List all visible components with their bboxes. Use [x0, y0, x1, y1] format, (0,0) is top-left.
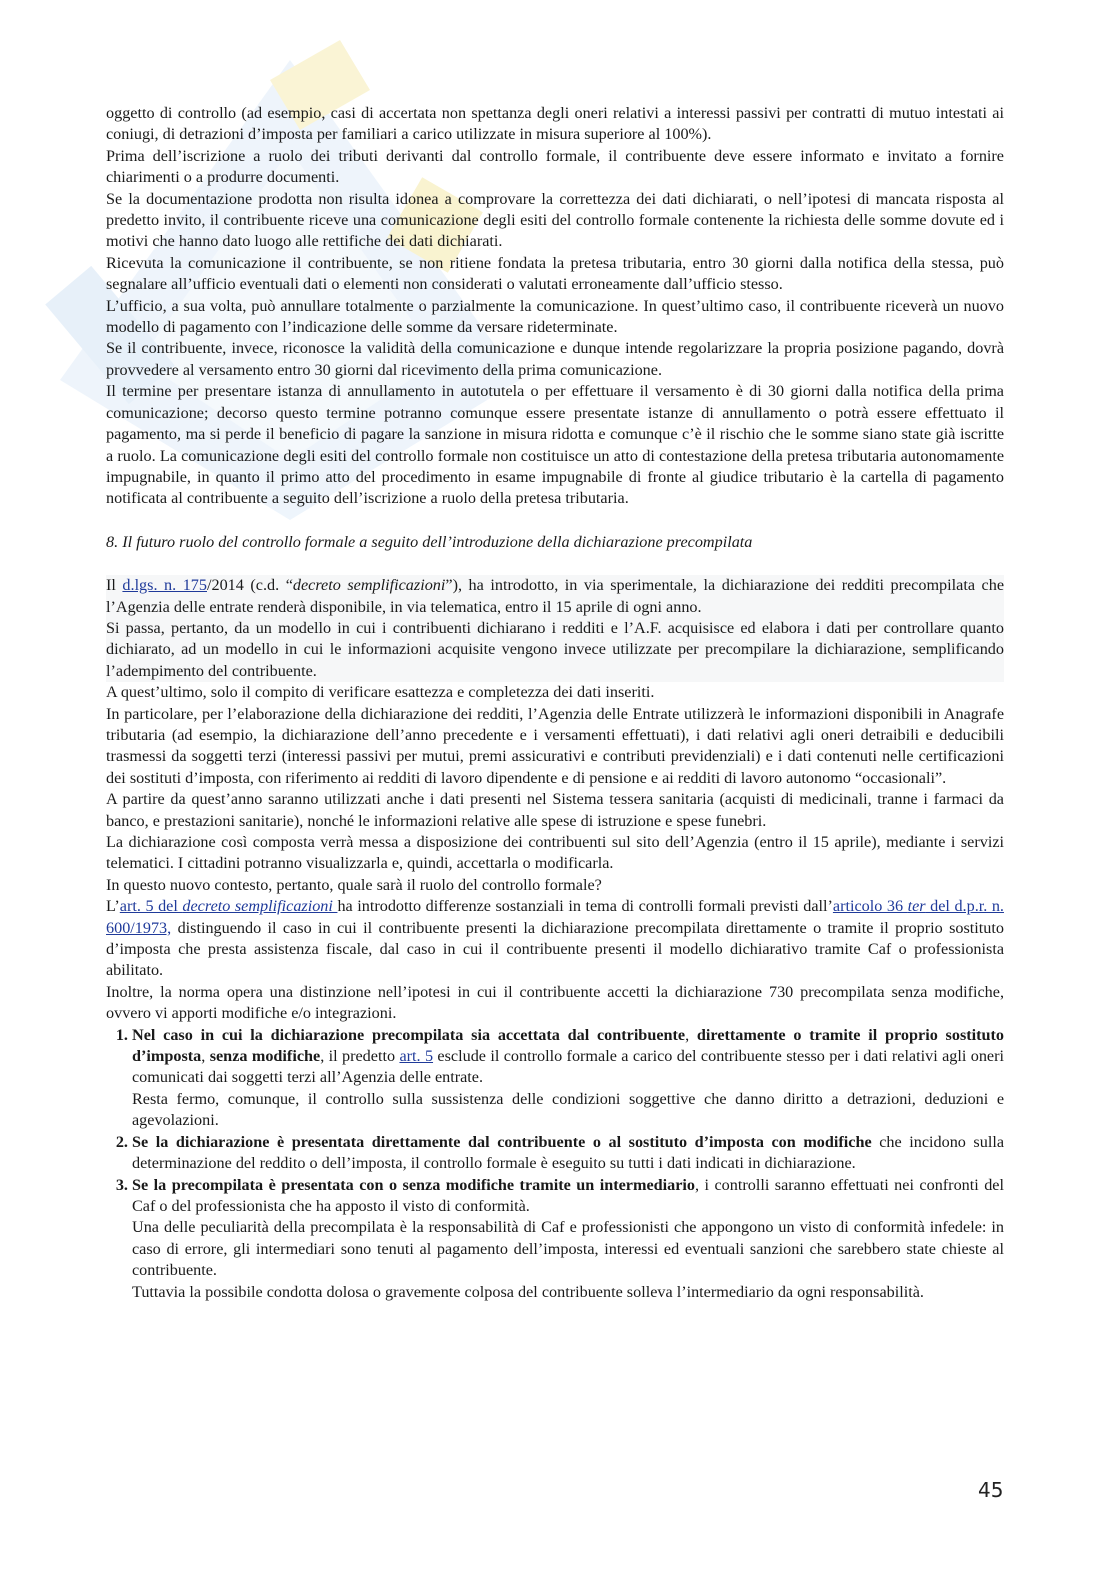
- text-span: Il: [106, 576, 123, 595]
- list-item-text: [132, 1025, 1004, 1089]
- text-span: ,: [201, 1047, 210, 1066]
- bold-span: senza modifiche: [209, 1047, 321, 1066]
- numbered-list: [106, 1025, 1004, 1303]
- text-span: distinguendo il caso in cui il contribuente presenti la dichiarazione precompilata direttamente o tramite il proprio sostituto d’imposta che presta assistenza fiscale, dal caso in cui il contribuente presenti il modello dichiarativo tramite Caf o professionista abilitato.: [106, 918, 1004, 980]
- paragraph: Il termine per presentare istanza di annullamento in autotutela o per effettuare il versamento è di 30 giorni dalla notifica della prima comunicazione; decorso questo termine potranno comunque essere presentate istanze di annullamento o potrà essere effettuato il pagamento, ma si perde il beneficio di pagare la sanzione in misura ridotta e comunque c’è il rischio che le somme siano state già iscritte a ruolo. La comunicazione degli esiti del controllo formale non costituisce un atto di contestazione della pretesa tributaria autonomamente impugnabile, in quanto il primo atto del procedimento in esame impugnabile di fronte al giudice tributario è la cartella di pagamento notificata al contribuente a seguito dell’iscrizione a ruolo della pretesa tributaria.: [106, 382, 1004, 508]
- bold-span: Se la dichiarazione è presentata direttamente dal contribuente o al sostituto d’imposta con modifiche: [132, 1132, 872, 1151]
- paragraph: A partire da quest’anno saranno utilizzati anche i dati presenti nel Sistema tessera sanitaria (acquisti di medicinali, tranne i farmaci da banco, e prestazioni sanitarie), nonché le informazioni relative alle spese di istruzione e spese funebri.: [106, 790, 1004, 830]
- text-span: /2014 (c.d. “: [207, 576, 293, 595]
- text-span: L’: [106, 897, 120, 916]
- paragraph: A quest’ultimo, solo il compito di verificare esattezza e completezza dei dati inseriti.: [106, 683, 655, 702]
- list-item: [132, 1175, 1004, 1303]
- italic-span: decreto semplificazioni: [292, 576, 446, 595]
- bold-span: direttamente o tramite il proprio sostituto d’imposta: [132, 1025, 1005, 1066]
- list-item: [132, 1132, 1004, 1175]
- link-text-italic: ter: [907, 897, 926, 916]
- text-span: che incidono sulla determinazione del reddito o dell’imposta, il controllo formale è eseguito su tutti i dati indicati in dichiarazione.: [132, 1132, 1005, 1173]
- paragraph: Se il contribuente, invece, riconosce la validità della comunicazione e dunque intende regolarizzare la propria posizione pagando, dovrà provvedere al versamento entro 30 giorni dal ricevimento della prima comunicazione.: [106, 339, 1004, 379]
- list-item-text: [132, 1132, 1004, 1175]
- link-text-italic: decreto semplificazioni: [182, 897, 338, 916]
- link-text: art. 5 del: [119, 897, 183, 916]
- bold-span: Se la precompilata è presentata con o senza modifiche tramite un intermediario: [132, 1175, 696, 1194]
- list-item: [132, 1025, 1004, 1132]
- paragraph: L’ufficio, a sua volta, può annullare totalmente o parzialmente la comunicazione. In quest’ultimo caso, il contribuente riceverà un nuovo modello di pagamento con l’indicazione delle somme da versare rideterminate.: [106, 296, 1004, 337]
- art-5-decreto-link[interactable]: [120, 897, 338, 915]
- paragraph: Prima dell’iscrizione a ruolo dei tributi derivanti dal controllo formale, il contribuente deve essere informato e invitato a fornire chiarimenti o a produrre documenti.: [106, 146, 1004, 187]
- text-span: , il predetto: [320, 1047, 400, 1066]
- list-item-text: Tuttavia la possibile condotta dolosa o gravemente colposa del contribuente solleva l’intermediario da ogni responsabilità.: [132, 1282, 924, 1301]
- paragraph: Si passa, pertanto, da un modello in cui i contribuenti dichiarano i redditi e l’A.F. acquisisce ed elabora i dati per controllare quanto dichiarato, ad un modello in cui le informazioni acquisite vengono invece utilizzate per precompilare la dichiarazione, semplificando l’adempimento del contribuente.: [106, 618, 1004, 680]
- shaded-block: [106, 575, 1004, 682]
- list-item-text: Resta fermo, comunque, il controllo sulla sussistenza delle condizioni soggettive che danno diritto a detrazioni, deduzioni e agevolazioni.: [132, 1089, 1004, 1130]
- link-text: articolo 36: [832, 897, 908, 916]
- paragraph: In questo nuovo contesto, pertanto, quale sarà il ruolo del controllo formale?: [106, 875, 602, 894]
- text-span: ”), ha introdotto, in via sperimentale, la dichiarazione dei redditi precompilata che l’Agenzia delle entrate renderà disponibile, in via telematica, entro il 15 aprile di ogni anno.: [106, 576, 1004, 616]
- paragraph: La dichiarazione così composta verrà messa a disposizione dei contribuenti sul sito dell’Agenzia (entro il 15 aprile), mediante i servizi telematici. I cittadini potranno visualizzarla e, quindi, accettarla o modificarla.: [106, 833, 1004, 873]
- text-span: ha introdotto differenze sostanziali in tema di controlli formali previsti dall’: [337, 897, 833, 916]
- text-span: esclude il controllo formale a carico del contribuente stesso per i dati relativi agli oneri comunicati dai soggetti terzi all’Agenzia delle entrate.: [132, 1047, 1005, 1087]
- art-paragraph: [106, 896, 1004, 982]
- text-span: ,: [685, 1025, 697, 1044]
- paragraph: oggetto di controllo (ad esempio, casi di accertata non spettanza degli oneri relativi a interessi passivi per contratti di mutuo intestati ai coniugi, di detrazioni d’imposta per familiari a carico utilizzate in misura superiore al 100%).: [106, 104, 1004, 144]
- paragraph: Ricevuta la comunicazione il contribuente, se non ritiene fondata la pretesa tributaria, entro 30 giorni dalla notifica della stessa, può segnalare all’ufficio eventuali dati o elementi non considerati o valutati erroneamente dall’ufficio stesso.: [106, 253, 1004, 294]
- art-5-link[interactable]: art. 5: [399, 1047, 434, 1066]
- bold-span: Nel caso in cui la dichiarazione precompilata sia accettata dal contribuente: [132, 1025, 686, 1044]
- page-number: 45: [978, 1478, 1004, 1502]
- document-page: [106, 103, 1004, 1303]
- list-item-text: [132, 1175, 1004, 1218]
- paragraph: Inoltre, la norma opera una distinzione nell’ipotesi in cui il contribuente accetti la dichiarazione 730 precompilata senza modifiche, ovvero vi apporti modifiche e/o integrazioni.: [106, 982, 1004, 1023]
- link-text: del d.p.r. n. 600/1973,: [106, 897, 1004, 937]
- text-span: , i controlli saranno effettuati nei confronti del Caf o del professionista che ha apposto il visto di conformità.: [132, 1175, 1004, 1215]
- list-item-text: Una delle peculiarità della precompilata è la responsabilità di Caf e professionisti che appongono un visto di conformità infedele: in caso di errore, gli intermediari sono tenuti al pagamento dell’imposta, interessi ed eventuali sanzioni che sarebbero state chieste al contribuente.: [132, 1218, 1004, 1280]
- intro-paragraph: [106, 575, 1004, 618]
- section-heading: 8. Il futuro ruolo del controllo formale a seguito dell’introduzione della dichiarazione precompilata: [106, 532, 753, 551]
- dlgs-175-link[interactable]: d.lgs. n. 175: [122, 576, 207, 595]
- paragraph: Se la documentazione prodotta non risulta idonea a comprovare la correttezza dei dati dichiarati, o nell’ipotesi di mancata risposta al predetto invito, il contribuente riceve una comunicazione degli esiti del controllo formale contenente la richiesta delle somme dovute ed i motivi che hanno dato luogo alle rettifiche dei dati dichiarati.: [106, 189, 1004, 251]
- paragraph: In particolare, per l’elaborazione della dichiarazione dei redditi, l’Agenzia delle Entrate utilizzerà le informazioni disponibili in Anagrafe tributaria (ad esempio, la dichiarazione dell’anno precedente e i versamenti effettuati), i dati relativi agli oneri detraibili e deducibili trasmessi da soggetti terzi (interessi passivi per mutui, premi assicurativi e contributi previdenziali) e i dati contenuti nelle certificazioni dei sostituti d’imposta, con riferimento ai redditi di lavoro dipendente e di pensione e ai redditi di lavoro autonomo “occasionali”.: [106, 704, 1004, 787]
